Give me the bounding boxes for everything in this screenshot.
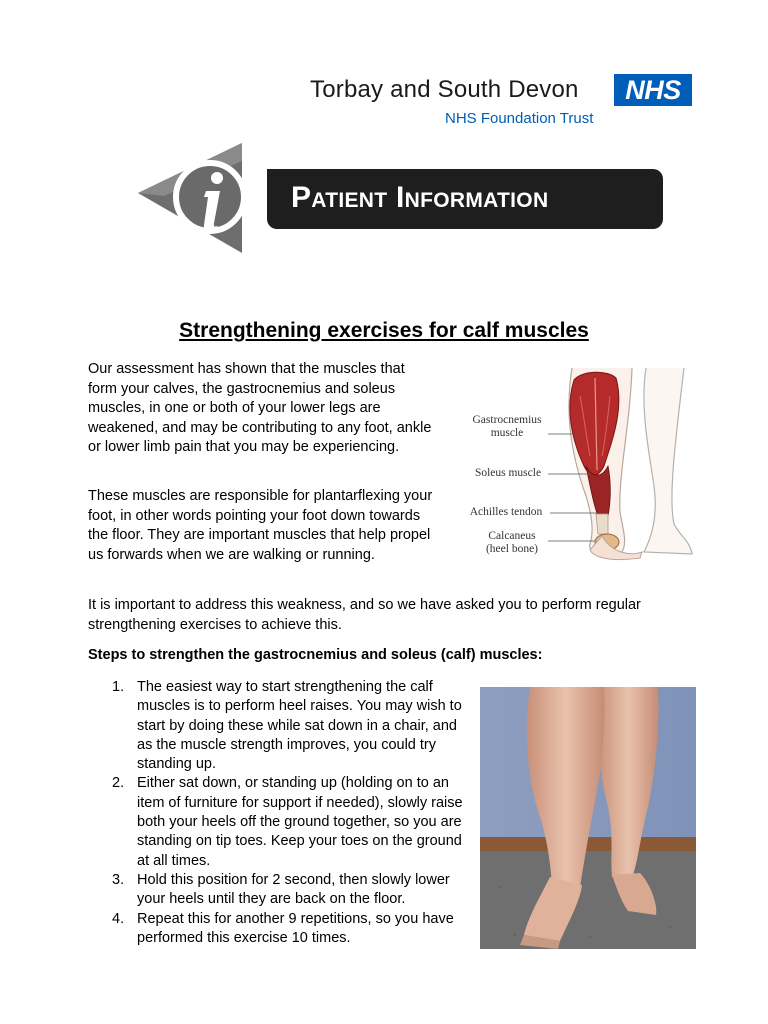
list-item — [112, 678, 472, 774]
intro-paragraph: Our assessment has shown that the muscles that form your calves, the gastrocnemius and soleus muscles, in one or both of your lower legs are weakened, and may be contributing to any foot, ankle or lower limb pain that you may be experiencing. — [88, 361, 432, 455]
label-calcaneus: Calcaneus (heel bone) — [485, 530, 539, 555]
step-text: Either sat down, or standing up (holding on to an item of furniture for support if needed), slowly raise both your heels off the ground together, so you are standing on tip toes. Keep your toes on the ground at all times. — [137, 775, 463, 869]
information-eye-icon — [134, 141, 264, 256]
label-gastrocnemius: Gastrocnemius muscle — [472, 414, 542, 439]
document-title: Strengthening exercises for calf muscles — [179, 319, 589, 342]
trust-name: NHS Foundation Trust — [445, 110, 594, 127]
step-text: Hold this position for 2 second, then slowly lower your heels until they are back on the floor. — [137, 871, 450, 908]
nhs-logo: NHS — [614, 74, 692, 106]
step-text: The easiest way to start strengthening the calf muscles is to perform heel raises. You may wish to start by doing these while sat down in a chair, and as the muscle strength improves, you could try standing up. — [137, 679, 462, 773]
heel-raise-image — [480, 687, 696, 949]
step-number: 4. — [112, 910, 125, 927]
label-soleus: Soleus muscle — [474, 467, 542, 479]
steps-heading: Steps to strengthen the gastrocnemius and soleus (calf) muscles: — [88, 647, 543, 663]
list-item — [112, 910, 472, 949]
patient-information-heading: Patient Information — [291, 181, 549, 214]
steps-list — [112, 678, 472, 948]
list-item — [112, 871, 472, 910]
calf-anatomy-diagram — [462, 366, 712, 566]
list-item — [112, 774, 472, 870]
step-number: 2. — [112, 775, 125, 792]
organisation-name: Torbay and South Devon — [310, 76, 579, 103]
step-number: 1. — [112, 679, 125, 695]
step-number: 3. — [112, 871, 125, 888]
label-achilles-tendon: Achilles tendon — [469, 506, 543, 518]
heel-raise-photo — [480, 687, 696, 949]
function-paragraph: These muscles are responsible for plantarflexing your foot, in other words pointing your foot down towards the floor. They are important muscles that help propel us forwards when we are walking or running. — [88, 488, 433, 563]
step-text: Repeat this for another 9 repetitions, so you have performed this exercise 10 times. — [137, 910, 454, 946]
importance-paragraph: It is important to address this weakness, and so we have asked you to perform regular strengthening exercises to achieve this. — [88, 597, 641, 633]
